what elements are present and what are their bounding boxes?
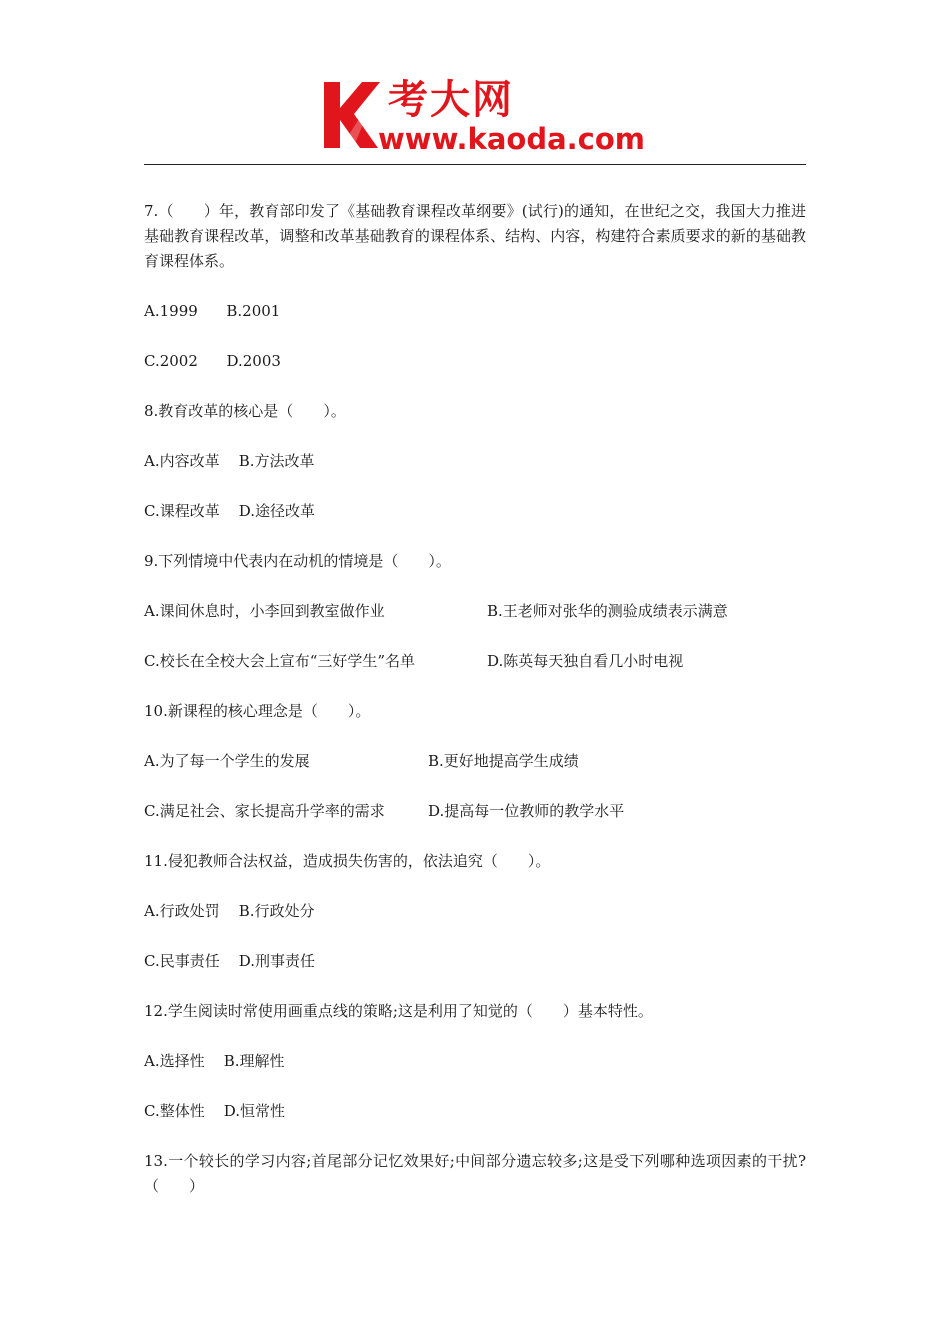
options-row [144,899,806,924]
option-d: D.2003 [226,352,281,370]
options-row [144,299,806,324]
option-c: C.校长在全校大会上宣布“三好学生”名单 [144,652,416,670]
options-row [144,599,806,624]
question-7: 7.（ ）年，教育部印发了《基础教育课程改革纲要》(试行)的通知，在世纪之交，我国大力推进基础教育课程改革，调整和改革基础教育的课程体系、结构、内容，构建符合素质要求的新的基础教育课程体系。 [144,202,806,270]
option-b: B.理解性 [223,1052,285,1070]
options-row [144,649,806,674]
option-b: B.2001 [226,302,281,320]
option-b: B.王老师对张华的测验成绩表示满意 [487,602,728,620]
kaoda-k-logo-icon [318,80,382,150]
question-13: 13.一个较长的学习内容;首尾部分记忆效果好;中间部分遗忘较多;这是受下列哪种选项因素的干扰?（ ） [144,1152,806,1195]
option-d: D.陈英每天独自看几小时电视 [487,652,684,670]
option-c: C.课程改革 [144,502,220,520]
question-12: 12.学生阅读时常使用画重点线的策略;这是利用了知觉的（ ）基本特性。 [144,1002,653,1020]
site-logo [318,77,645,160]
option-c: C.2002 [144,352,198,370]
options-row [144,449,806,474]
option-a: A.选择性 [144,1052,205,1070]
options-row [144,799,806,824]
option-c: C.整体性 [144,1102,205,1120]
options-row [144,349,806,374]
option-a: A.为了每一个学生的发展 [144,752,310,770]
option-b: B.行政处分 [238,902,315,920]
question-8: 8.教育改革的核心是（ ）。 [144,402,346,420]
option-d: D.提高每一位教师的教学水平 [428,802,625,820]
option-a: A.1999 [144,302,198,320]
question-10: 10.新课程的核心理念是（ ）。 [144,702,371,720]
header-divider [144,164,806,165]
options-row [144,1099,806,1124]
option-c: C.满足社会、家长提高升学率的需求 [144,802,385,820]
option-d: D.恒常性 [223,1102,286,1120]
options-row [144,949,806,974]
question-11: 11.侵犯教师合法权益，造成损失伤害的，依法追究（ ）。 [144,852,551,870]
option-a: A.课间休息时，小李回到教室做作业 [144,602,385,620]
option-c: C.民事责任 [144,952,220,970]
option-b: B.方法改革 [238,452,315,470]
question-list [144,199,806,1224]
option-d: D.刑事责任 [238,952,316,970]
logo-url: www.kaoda.com [378,122,645,156]
option-a: A.行政处罚 [144,902,220,920]
options-row [144,749,806,774]
options-row [144,1049,806,1074]
option-a: A.内容改革 [144,452,220,470]
question-9: 9.下列情境中代表内在动机的情境是（ ）。 [144,552,451,570]
options-row [144,499,806,524]
logo-chinese-name: 考大网 [388,77,514,123]
option-b: B.更好地提高学生成绩 [428,752,579,770]
option-d: D.途径改革 [238,502,316,520]
